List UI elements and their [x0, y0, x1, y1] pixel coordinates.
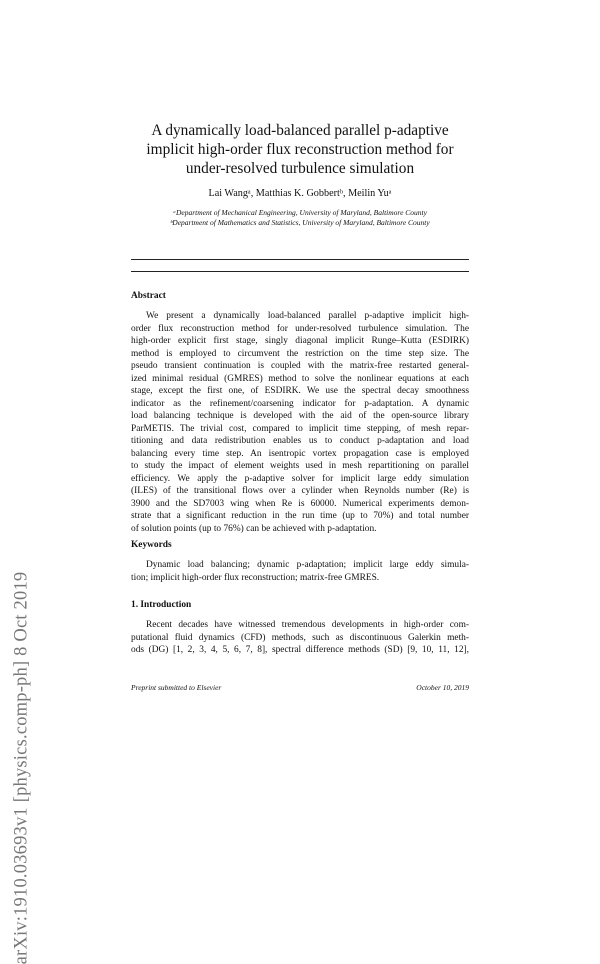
abstract-line: ParMETIS. The trivial cost, compared to implicit time stepping, of mesh repar- [131, 423, 469, 434]
abstract-line: method is employed to circumvent the restriction on the time step size. The [131, 348, 469, 359]
abstract-line: balancing every time step. An isentropic vortex propagation case is employed [131, 448, 469, 459]
title-line: implicit high-order flux reconstruction method for [146, 141, 454, 158]
paper-title [100, 121, 500, 178]
abstract-line: strate that a significant reduction in the run time (up to 70%) and total number [131, 511, 469, 521]
abstract-line: high-order explicit first stage, singly diagonal implicit Runge–Kutta (ESDIRK) [131, 336, 469, 346]
abstract-line: titioning and data redistribution enables us to conduct p-adaptation and load [131, 436, 469, 446]
abstract-line: of solution points (up to 76%) can be achieved with p-adaptation. [131, 523, 377, 534]
abstract-line: load balancing technique is developed with the aid of the open-source library [131, 411, 469, 421]
keywords-line: Dynamic load balancing; dynamic p-adaptation; implicit large eddy simula- [146, 560, 469, 570]
intro-line: Recent decades have witnessed tremendous developments in high-order com- [146, 620, 469, 630]
abstract-line: We present a dynamically load-balanced parallel p-adaptive implicit high- [146, 311, 469, 321]
intro-line: ods (DG) [1, 2, 3, 4, 5, 6, 7, 8], spectral difference methods (SD) [9, 10, 11, 12], [131, 645, 469, 655]
title-line: under-resolved turbulence simulation [185, 160, 415, 177]
divider-top [131, 259, 469, 260]
divider-bottom [131, 271, 469, 272]
keywords-body [131, 559, 469, 584]
abstract-line: efficiency. We apply the p-adaptive solver for implicit large eddy simulation [131, 473, 469, 484]
abstract-line: pseudo transient continuation is coupled with the matrix-free restarted general- [131, 361, 469, 371]
abstract-line: order flux reconstruction method for under-resolved turbulence simulation. The [131, 323, 469, 334]
keywords-heading: Keywords [131, 540, 172, 550]
abstract-line: ized minimal residual (GMRES) method to solve the nonlinear equations at each [131, 373, 469, 384]
abstract-line: 3900 and the SD7003 wing when Re is 60000. Numerical experiments demon- [131, 498, 469, 509]
footer-date: October 10, 2019 [416, 683, 469, 692]
abstract-body [131, 310, 469, 535]
introduction-body [131, 619, 469, 657]
abstract-line: (ILES) of the transitional flows over a cylinder when Reynolds number (Re) is [131, 486, 469, 496]
affiliation-line: ᵇDepartment of Mathematics and Statistics, University of Maryland, Baltimore County [170, 218, 430, 227]
preprint-notice: Preprint submitted to Elsevier [131, 683, 222, 692]
abstract-line: to study the impact of element weights used in mesh repartitioning on parallel [131, 461, 469, 471]
keywords-line: tion; implicit high-order flux reconstruction; matrix-free GMRES. [131, 572, 380, 583]
abstract-heading: Abstract [131, 291, 166, 301]
introduction-heading: 1. Introduction [131, 600, 192, 610]
title-line: A dynamically load-balanced parallel p-adaptive [151, 122, 449, 139]
author-list: Lai Wangᵃ, Matthias K. Gobbertᵇ, Meilin Yuᵃ [208, 188, 392, 199]
intro-line: putational fluid dynamics (CFD) methods, such as discontinuous Galerkin meth- [131, 632, 469, 643]
abstract-line: indicator as the refinement/coarsening indicator for p-adaptation. A dynamic [131, 398, 469, 409]
affiliation-line: ᵃDepartment of Mechanical Engineering, University of Maryland, Baltimore County [173, 208, 427, 217]
affiliations [130, 208, 470, 228]
abstract-line: stage, except the first one, of ESDIRK. We use the spectral decay smoothness [131, 386, 469, 396]
arxiv-id-text: arXiv:1910.03693v1 [physics.comp-ph] 8 Oct 2019 [11, 571, 32, 964]
